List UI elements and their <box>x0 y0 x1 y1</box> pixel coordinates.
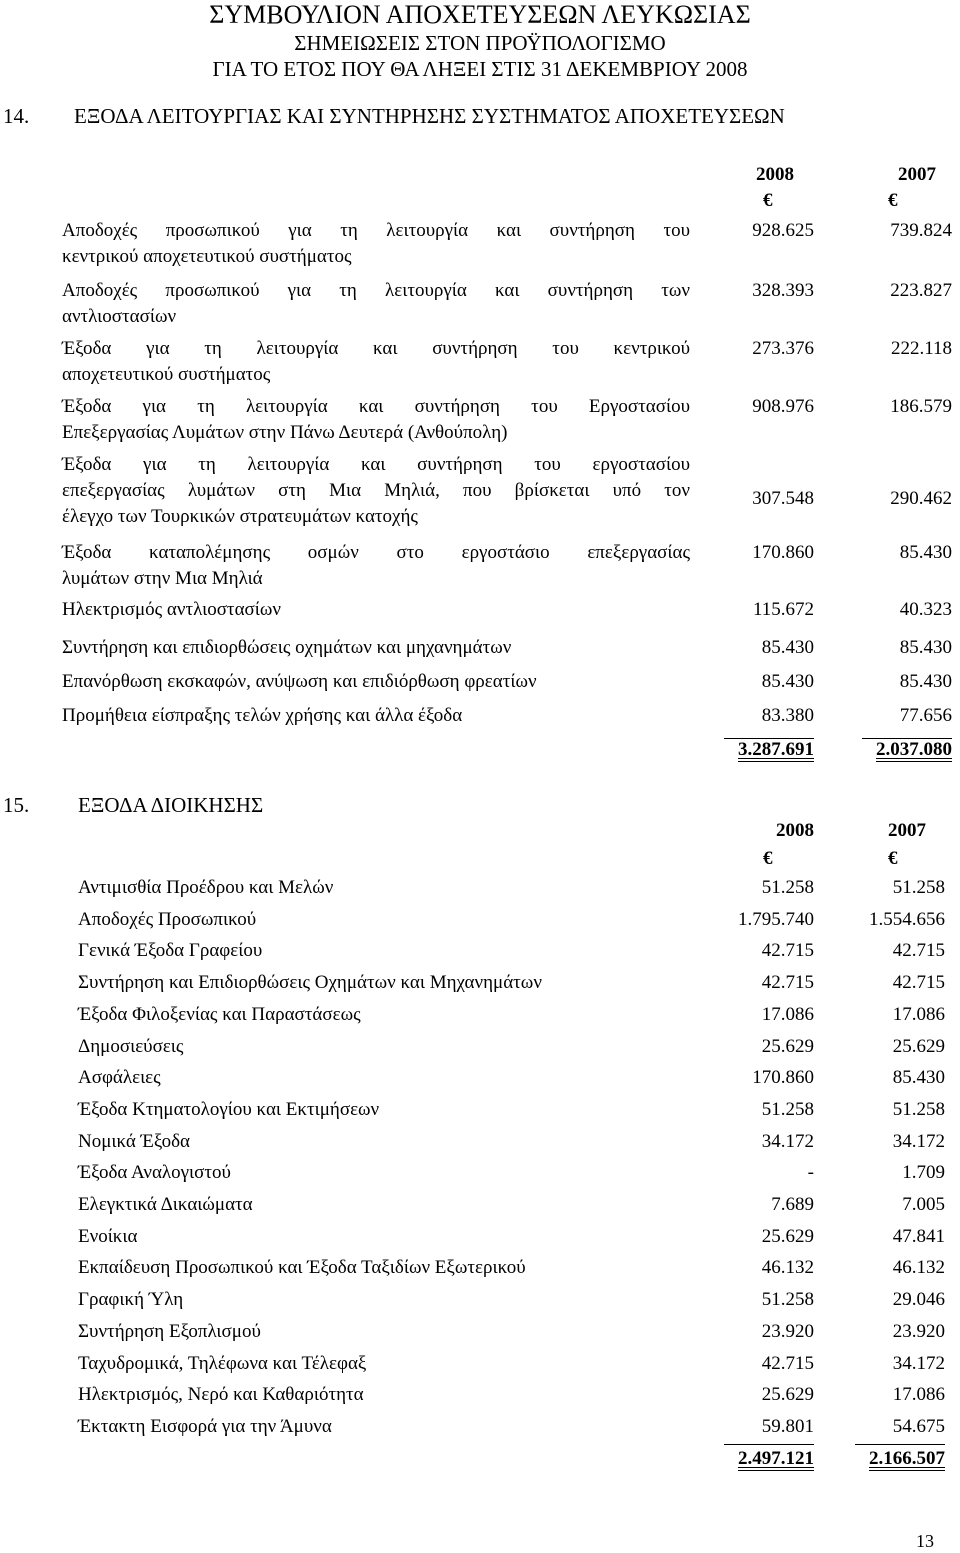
s15-row-value-2007: 1.709 <box>902 1162 945 1183</box>
s15-row-value-2008: 17.086 <box>761 1004 814 1025</box>
s14-row-label-line: Έξοδα για τη λειτουργία και συντήρηση του Εργοστασίου <box>62 396 690 417</box>
s14-row-value-2008: 85.430 <box>761 637 814 658</box>
s15-year-2008: 2008 <box>776 820 814 841</box>
s14-row-label-line: κεντρικού αποχετευτικού συστήματος <box>62 246 352 267</box>
s14-row-label-line: Αποδοχές προσωπικού για τη λειτουργία και συντήρηση του <box>62 220 690 241</box>
s15-row-value-2007: 54.675 <box>892 1416 945 1437</box>
s15-row-label: Έξοδα Αναλογιστού <box>78 1162 231 1183</box>
s14-row-value-2007: 40.323 <box>899 599 952 620</box>
s15-row-value-2008: 51.258 <box>761 877 814 898</box>
doc-period: ΓΙΑ ΤΟ ΕΤΟΣ ΠΟΥ ΘΑ ΛΗΞΕΙ ΣΤΙΣ 31 ΔΕΚΕΜΒΡΙΟΥ 2008 <box>212 57 748 81</box>
s15-row-label: Έκτακτη Εισφορά για την Άμυνα <box>78 1416 332 1437</box>
s15-currency-2007: € <box>888 848 898 869</box>
s14-year-2007: 2007 <box>898 164 936 185</box>
s14-total-2007: 2.037.080 <box>876 739 952 760</box>
s14-row-label-line: Επανόρθωση εκσκαφών, ανύψωση και επιδιόρθωση φρεατίων <box>62 671 537 692</box>
s14-row-value-2008: 115.672 <box>752 599 814 620</box>
s14-row-value-2008: 328.393 <box>752 280 814 301</box>
s14-row-label-line: έλεγχο των Τουρκικών στρατευμάτων κατοχής <box>62 506 418 527</box>
s15-row-value-2007: 47.841 <box>892 1226 945 1247</box>
s15-row-label: Δημοσιεύσεις <box>78 1036 184 1057</box>
s15-row-value-2007: 25.629 <box>892 1036 945 1057</box>
s14-row-value-2008: 83.380 <box>761 705 814 726</box>
s15-row-label: Γραφική Ύλη <box>78 1289 184 1310</box>
s14-row-value-2007: 85.430 <box>899 671 952 692</box>
s14-row-label-line: επεξεργασίας λυμάτων στη Μια Μηλιά, που βρίσκεται υπό τον <box>62 480 690 501</box>
s14-row-value-2007: 85.430 <box>899 542 952 563</box>
s14-row-value-2007: 222.118 <box>890 338 952 359</box>
s15-row-value-2007: 1.554.656 <box>869 909 945 930</box>
s15-row-label: Γενικά Έξοδα Γραφείου <box>78 940 263 961</box>
page-number: 13 <box>916 1531 934 1551</box>
s14-row-value-2008: 170.860 <box>752 542 814 563</box>
org-title: ΣΥΜΒΟΥΛΙΟΝ ΑΠΟΧΕΤΕΥΣΕΩΝ ΛΕΥΚΩΣΙΑΣ <box>209 0 751 29</box>
s15-total-2007-rule <box>855 1444 945 1445</box>
s14-currency-2008: € <box>763 190 773 211</box>
s15-row-value-2008: 34.172 <box>761 1131 814 1152</box>
s14-row-label-line: Αποδοχές προσωπικού για τη λειτουργία και συντήρηση των <box>62 280 690 301</box>
s15-row-label: Ταχυδρομικά, Τηλέφωνα και Τέλεφαξ <box>78 1353 367 1374</box>
s15-row-value-2008: 25.629 <box>761 1384 814 1405</box>
s15-row-value-2008: 59.801 <box>761 1416 814 1437</box>
s15-row-label: Ασφάλειες <box>78 1067 161 1088</box>
s15-row-value-2008: 42.715 <box>761 940 814 961</box>
s14-row-value-2007: 186.579 <box>890 396 952 417</box>
s15-row-label: Εκπαίδευση Προσωπικού και Έξοδα Ταξιδίων Εξωτερικού <box>78 1257 526 1278</box>
s15-row-value-2008: 42.715 <box>761 972 814 993</box>
s14-row-label-line: αντλιοστασίων <box>62 306 177 327</box>
s15-year-2007: 2007 <box>888 820 926 841</box>
s14-row-value-2007: 85.430 <box>899 637 952 658</box>
s15-row-value-2008: - <box>807 1162 814 1183</box>
s15-row-label: Αποδοχές Προσωπικού <box>78 909 257 930</box>
s14-row-label-line: λυμάτων στην Μια Μηλιά <box>62 568 263 589</box>
s15-row-label: Έξοδα Κτηματολογίου και Εκτιμήσεων <box>78 1099 380 1120</box>
s15-currency-2008: € <box>763 848 773 869</box>
section-14-number: 14. <box>3 104 30 128</box>
s14-total-2008: 3.287.691 <box>738 739 814 760</box>
doc-subtitle: ΣΗΜΕΙΩΣΕΙΣ ΣΤΟΝ ΠΡΟΫΠΟΛΟΓΙΣΜΟ <box>294 31 666 55</box>
s14-row-label-line: Έξοδα για τη λειτουργία και συντήρηση του κεντρικού <box>62 338 690 359</box>
s15-row-label: Αντιμισθία Προέδρου και Μελών <box>78 877 334 898</box>
s15-row-label: Συντήρηση Εξοπλισμού <box>78 1321 261 1342</box>
s15-row-label: Συντήρηση και Επιδιορθώσεις Οχημάτων και Μηχανημάτων <box>78 972 542 993</box>
s14-row-label-line: Συντήρηση και επιδιορθώσεις οχημάτων και μηχανημάτων <box>62 637 512 658</box>
s15-row-label: Ηλεκτρισμός, Νερό και Καθαριότητα <box>78 1384 364 1405</box>
s15-row-value-2008: 7.689 <box>771 1194 814 1215</box>
s15-row-value-2007: 51.258 <box>892 1099 945 1120</box>
s14-row-label-line: Έξοδα για τη λειτουργία και συντήρηση του εργοστασίου <box>62 454 690 475</box>
section-15-title: ΕΞΟΔΑ ΔΙΟΙΚΗΣΗΣ <box>78 793 264 817</box>
s14-row-value-2008: 85.430 <box>761 671 814 692</box>
s14-row-label-line: Έξοδα καταπολέμησης οσμών στο εργοστάσιο επεξεργασίας <box>62 542 690 563</box>
s15-row-value-2007: 85.430 <box>892 1067 945 1088</box>
s15-row-value-2007: 23.920 <box>892 1321 945 1342</box>
s15-row-value-2007: 46.132 <box>892 1257 945 1278</box>
s15-row-label: Ελεγκτικά Δικαιώματα <box>78 1194 253 1215</box>
s15-row-value-2008: 1.795.740 <box>738 909 814 930</box>
s15-row-value-2008: 23.920 <box>761 1321 814 1342</box>
s15-row-value-2008: 42.715 <box>761 1353 814 1374</box>
s15-row-value-2007: 42.715 <box>892 940 945 961</box>
s14-year-2008: 2008 <box>756 164 794 185</box>
s15-row-value-2008: 25.629 <box>761 1226 814 1247</box>
s15-row-value-2008: 25.629 <box>761 1036 814 1057</box>
s15-total-2007: 2.166.507 <box>869 1448 945 1469</box>
s14-row-value-2007: 77.656 <box>899 705 952 726</box>
s14-row-value-2008: 307.548 <box>752 488 814 509</box>
s14-row-label-line: Επεξεργασίας Λυμάτων στην Πάνω Δευτερά (Ανθούπολη) <box>62 422 508 443</box>
s14-row-value-2007: 223.827 <box>890 280 952 301</box>
s15-row-value-2007: 17.086 <box>892 1384 945 1405</box>
s15-row-label: Νομικά Έξοδα <box>78 1131 190 1152</box>
s14-row-label-line: αποχετευτικού συστήματος <box>62 364 271 385</box>
s14-currency-2007: € <box>888 190 898 211</box>
s15-row-value-2008: 46.132 <box>761 1257 814 1278</box>
s15-total-2008-rule <box>724 1444 814 1445</box>
s14-row-value-2008: 908.976 <box>752 396 814 417</box>
s14-row-value-2008: 928.625 <box>752 220 814 241</box>
s15-row-value-2007: 51.258 <box>892 877 945 898</box>
section-14-title: ΕΞΟΔΑ ΛΕΙΤΟΥΡΓΙΑΣ ΚΑΙ ΣΥΝΤΗΡΗΣΗΣ ΣΥΣΤΗΜΑΤΟΣ ΑΠΟΧΕΤΕΥΣΕΩΝ <box>74 104 785 128</box>
s15-row-value-2008: 51.258 <box>761 1289 814 1310</box>
section-15-number: 15. <box>3 793 30 817</box>
s15-row-value-2007: 34.172 <box>892 1353 945 1374</box>
s15-row-value-2007: 17.086 <box>892 1004 945 1025</box>
s15-row-value-2007: 42.715 <box>892 972 945 993</box>
s14-row-value-2007: 739.824 <box>890 220 952 241</box>
s14-row-value-2007: 290.462 <box>890 488 952 509</box>
s14-row-label-line: Προμήθεια είσπραξης τελών χρήσης και άλλα έξοδα <box>62 705 463 726</box>
s15-row-label: Ενοίκια <box>78 1226 138 1247</box>
s15-row-value-2008: 170.860 <box>752 1067 814 1088</box>
s14-row-value-2008: 273.376 <box>752 338 814 359</box>
s15-row-value-2008: 51.258 <box>761 1099 814 1120</box>
s15-row-value-2007: 29.046 <box>892 1289 945 1310</box>
s15-total-2008: 2.497.121 <box>738 1448 814 1469</box>
s15-row-label: Έξοδα Φιλοξενίας και Παραστάσεως <box>78 1004 361 1025</box>
s15-row-value-2007: 34.172 <box>892 1131 945 1152</box>
s14-row-label-line: Ηλεκτρισμός αντλιοστασίων <box>62 599 281 620</box>
s15-row-value-2007: 7.005 <box>902 1194 945 1215</box>
